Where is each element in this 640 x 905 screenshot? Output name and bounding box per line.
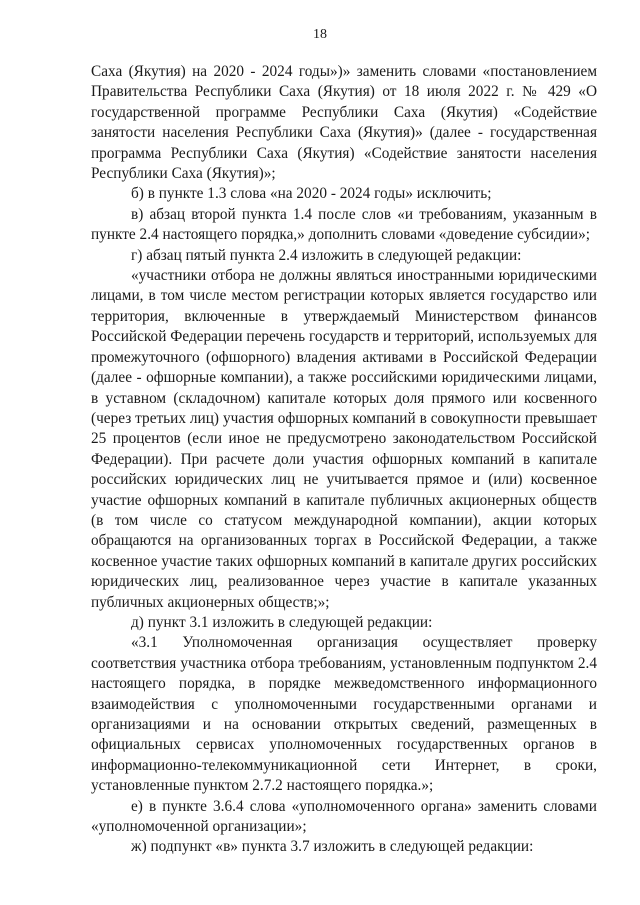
paragraph: «3.1 Уполномоченная организация осуществляет проверку соответствия участника отбора требованиям, установленным подпунктом 2.4 настоящего порядка, в порядке межведомственного информационного взаимодействия с уполномоченными государственными органами и организациями и на основании открытых сведений, размещенных в официальных сервисах уполномоченных государственных органов в информационно-телекоммуникационной сети Интернет, в сроки, установленные пунктом 2.7.2 настоящего порядка.»; bbox=[91, 634, 597, 795]
paragraph: г) абзац пятый пункта 2.4 изложить в следующей редакции: bbox=[131, 246, 522, 264]
paragraph: Саха (Якутия) на 2020 - 2024 годы»)» заменить словами «постановлением Правительства Республики Саха (Якутия) от 18 июля 2022 г. № 429 «О государственной программе Республики Саха (Якутия) «Содействие занятости населения Республики Саха (Якутия)» (далее - государственная программа Республики Саха (Якутия) «Содействие занятости населения Республики Саха (Якутия)»; bbox=[91, 63, 597, 183]
paragraph: е) в пункте 3.6.4 слова «уполномоченного органа» заменить словами «уполномоченной организации»; bbox=[91, 797, 597, 836]
paragraph: д) пункт 3.1 изложить в следующей редакции: bbox=[131, 613, 433, 631]
paragraph: в) абзац второй пункта 1.4 после слов «и требованиям, указанным в пункте 2.4 настоящего порядка,» дополнить словами «доведение субсидии»; bbox=[91, 205, 597, 244]
paragraph: ж) подпункт «в» пункта 3.7 изложить в следующей редакции: bbox=[131, 838, 534, 856]
document-body bbox=[91, 62, 597, 858]
paragraph: «участники отбора не должны являться иностранными юридическими лицами, в том числе местом регистрации которых является государство или территория, включенные в утверждаемый Министерством финансов Российской Федерации перечень государств и территорий, используемых для промежуточного (офшорного) владения активами в Российской Федерации (далее - офшорные компании), а также российскими юридическими лицами, в уставном (складочном) капитале которых доля прямого или косвенного (через третьих лиц) участия офшорных компаний в совокупности превышает 25 процентов (если иное не предусмотрено законодательством Российской Федерации). При расчете доли участия офшорных компаний в капитале российских юридических лиц не учитывается прямое и (или) косвенное участие офшорных компаний в капитале публичных акционерных обществ (в том числе со статусом международной компании), акции которых обращаются на организованных торгах в Российской Федерации, а также косвенное участие таких офшорных компаний в капитале других российских юридических лиц, реализованное через участие в капитале указанных публичных акционерных обществ;»; bbox=[91, 267, 597, 611]
page-number: 18 bbox=[313, 27, 327, 42]
paragraph: б) в пункте 1.3 слова «на 2020 - 2024 годы» исключить; bbox=[131, 185, 492, 203]
